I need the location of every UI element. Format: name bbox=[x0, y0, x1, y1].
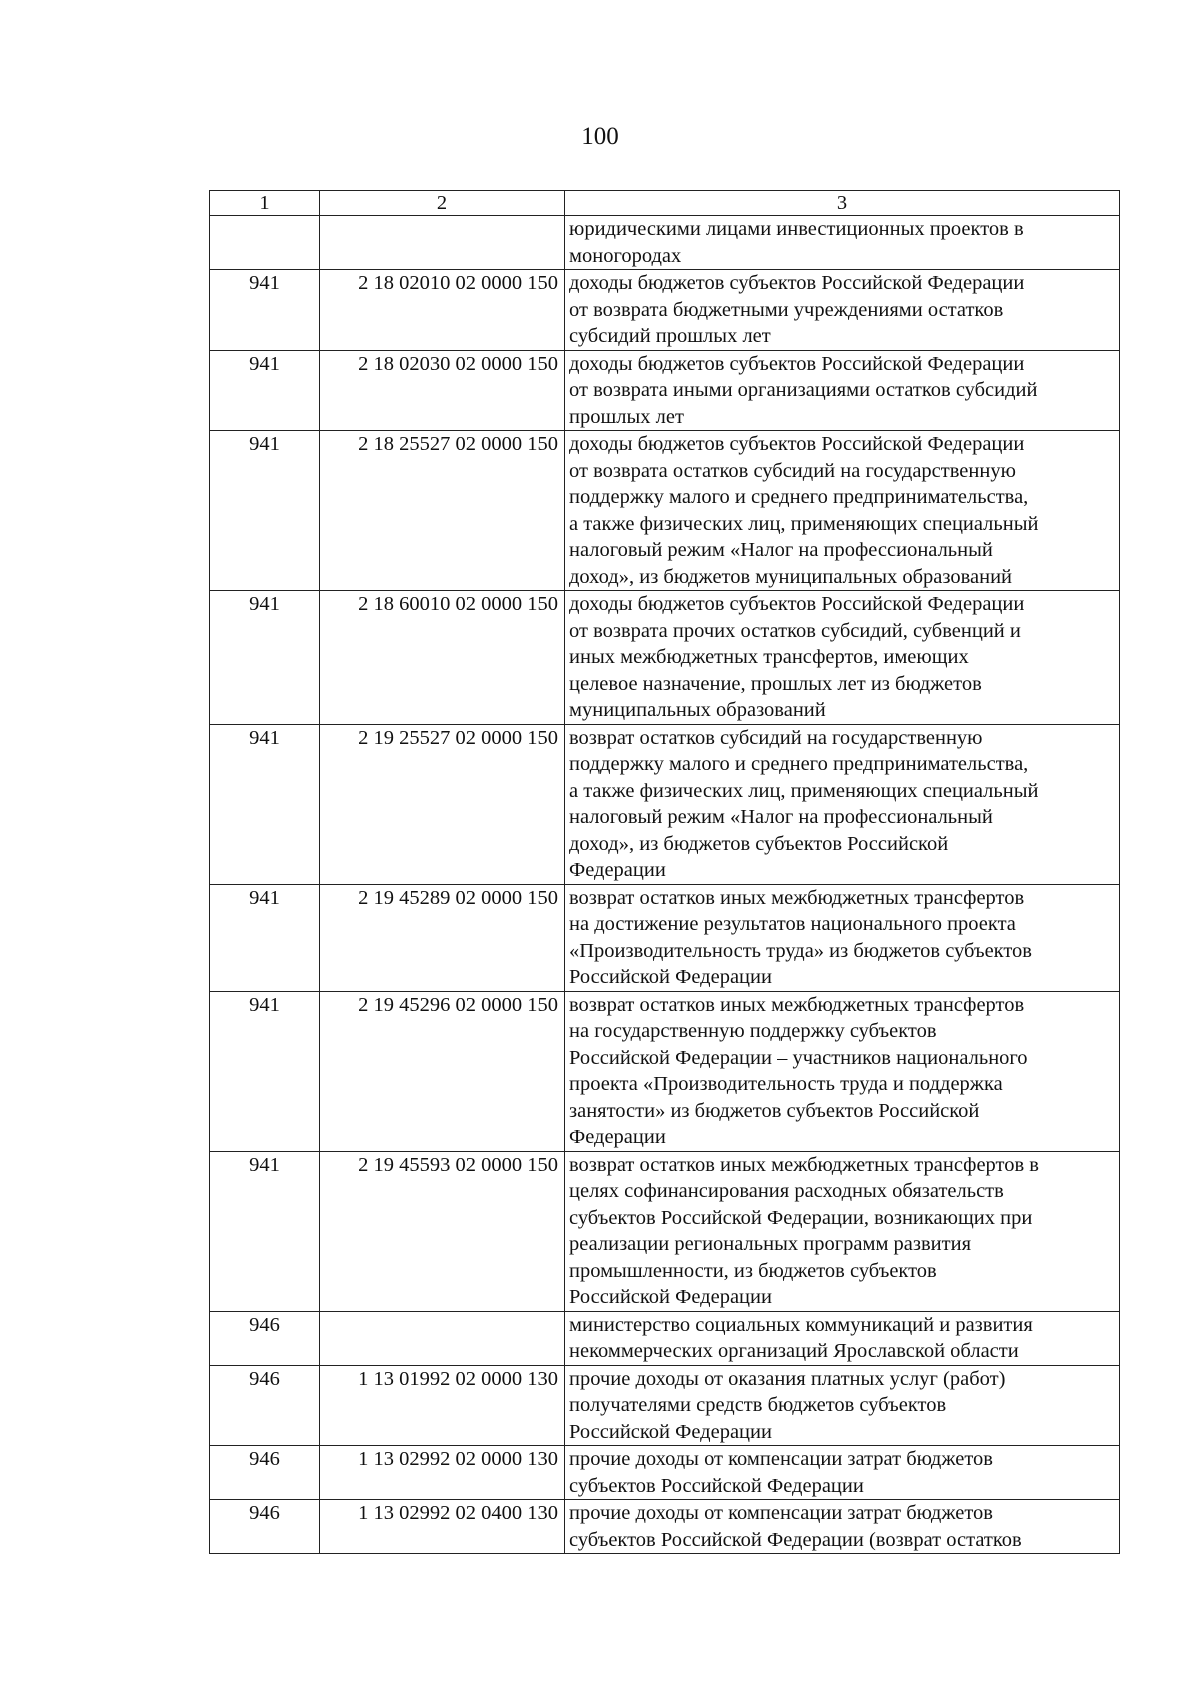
budget-code-cell bbox=[320, 216, 565, 270]
description-line: реализации региональных программ развития bbox=[569, 1233, 971, 1255]
admin-code-cell bbox=[210, 216, 320, 270]
description-cell bbox=[565, 724, 1120, 884]
description-cell bbox=[565, 1446, 1120, 1500]
description-line: целях софинансирования расходных обязательств bbox=[569, 1180, 1004, 1202]
description-line: субсидий прошлых лет bbox=[569, 325, 771, 347]
description-line: на государственную поддержку субъектов bbox=[569, 1020, 937, 1042]
admin-code-cell: 946 bbox=[210, 1311, 320, 1365]
admin-code-cell: 946 bbox=[210, 1446, 320, 1500]
admin-code-cell: 941 bbox=[210, 884, 320, 991]
description-line: возврат остатков иных межбюджетных трансфертов в bbox=[569, 1153, 1039, 1176]
description-line: муниципальных образований bbox=[569, 699, 826, 721]
description-line: субъектов Российской Федерации (возврат остатков bbox=[569, 1528, 1022, 1551]
budget-code-cell: 2 19 25527 02 0000 150 bbox=[320, 724, 565, 884]
table-row bbox=[210, 991, 1120, 1151]
description-line: доходы бюджетов субъектов Российской Федерации bbox=[569, 433, 1025, 455]
description-line: поддержку малого и среднего предпринимательства, bbox=[569, 753, 1029, 775]
budget-code-cell: 1 13 01992 02 0000 130 bbox=[320, 1365, 565, 1446]
description-line: субъектов Российской Федерации, возникающих при bbox=[569, 1206, 1033, 1229]
description-line: от возврата бюджетными учреждениями остатков bbox=[569, 298, 1004, 321]
description-line: Федерации bbox=[569, 1126, 666, 1148]
description-line: доходы бюджетов субъектов Российской Федерации bbox=[569, 272, 1025, 294]
table-row bbox=[210, 591, 1120, 725]
admin-code-cell: 941 bbox=[210, 431, 320, 591]
description-line: Российской Федерации bbox=[569, 966, 772, 988]
description-line: от возврата иными организациями остатков субсидий bbox=[569, 379, 1038, 401]
description-cell bbox=[565, 1311, 1120, 1365]
budget-code-cell bbox=[320, 1311, 565, 1365]
table-row bbox=[210, 431, 1120, 591]
description-cell bbox=[565, 591, 1120, 725]
budget-code-cell: 2 19 45296 02 0000 150 bbox=[320, 991, 565, 1151]
admin-code-cell: 946 bbox=[210, 1365, 320, 1446]
table-row bbox=[210, 216, 1120, 270]
budget-code-cell: 2 19 45593 02 0000 150 bbox=[320, 1151, 565, 1311]
description-cell bbox=[565, 1151, 1120, 1311]
description-line: доходы бюджетов субъектов Российской Федерации bbox=[569, 593, 1025, 615]
description-cell bbox=[565, 884, 1120, 991]
table-row bbox=[210, 270, 1120, 351]
page-number: 100 bbox=[581, 123, 619, 150]
budget-code-cell: 2 19 45289 02 0000 150 bbox=[320, 884, 565, 991]
admin-code-cell: 941 bbox=[210, 350, 320, 431]
description-line: возврат остатков субсидий на государственную bbox=[569, 726, 983, 749]
table-row bbox=[210, 1446, 1120, 1500]
admin-code-cell: 941 bbox=[210, 1151, 320, 1311]
header-col-3: 3 bbox=[565, 191, 1120, 216]
description-line: возврат остатков иных межбюджетных трансфертов bbox=[569, 993, 1025, 1016]
description-line: целевое назначение, прошлых лет из бюджетов bbox=[569, 672, 982, 695]
description-cell bbox=[565, 270, 1120, 351]
description-line: доход», из бюджетов субъектов Российской bbox=[569, 832, 949, 855]
description-cell bbox=[565, 991, 1120, 1151]
description-cell bbox=[565, 350, 1120, 431]
description-line: Российской Федерации bbox=[569, 1286, 772, 1308]
description-line: некоммерческих организаций Ярославской области bbox=[569, 1340, 1019, 1362]
description-line: юридическими лицами инвестиционных проектов в bbox=[569, 218, 1024, 240]
budget-code-cell: 2 18 25527 02 0000 150 bbox=[320, 431, 565, 591]
budget-code-cell: 1 13 02992 02 0400 130 bbox=[320, 1500, 565, 1554]
description-line: от возврата остатков субсидий на государственную bbox=[569, 459, 1016, 482]
table-header-row bbox=[210, 191, 1120, 216]
description-line: «Производительность труда» из бюджетов субъектов bbox=[569, 939, 1032, 962]
description-cell bbox=[565, 1500, 1120, 1554]
description-line: субъектов Российской Федерации bbox=[569, 1474, 864, 1497]
description-line: прошлых лет bbox=[569, 405, 684, 428]
table-row bbox=[210, 1311, 1120, 1365]
budget-classification-table bbox=[209, 190, 1120, 1554]
description-line: прочие доходы от компенсации затрат бюджетов bbox=[569, 1448, 993, 1470]
description-line: занятости» из бюджетов субъектов Российской bbox=[569, 1099, 980, 1122]
description-line: Российской Федерации – участников национального bbox=[569, 1046, 1028, 1069]
table-body bbox=[210, 191, 1120, 1554]
table-row bbox=[210, 1500, 1120, 1554]
description-line: на достижение результатов национального проекта bbox=[569, 913, 1016, 935]
budget-code-cell: 2 18 02010 02 0000 150 bbox=[320, 270, 565, 351]
description-cell bbox=[565, 431, 1120, 591]
description-line: промышленности, из бюджетов субъектов bbox=[569, 1259, 937, 1282]
description-line: возврат остатков иных межбюджетных трансфертов bbox=[569, 886, 1025, 909]
description-line: налоговый режим «Налог на профессиональный bbox=[569, 539, 993, 561]
description-line: министерство социальных коммуникаций и развития bbox=[569, 1313, 1033, 1336]
description-line: а также физических лиц, применяющих специальный bbox=[569, 779, 1039, 802]
table-row bbox=[210, 1151, 1120, 1311]
header-col-2: 2 bbox=[320, 191, 565, 216]
table-row bbox=[210, 724, 1120, 884]
table-row bbox=[210, 884, 1120, 991]
budget-code-cell: 2 18 60010 02 0000 150 bbox=[320, 591, 565, 725]
admin-code-cell: 946 bbox=[210, 1500, 320, 1554]
description-line: Федерации bbox=[569, 859, 666, 881]
table-row bbox=[210, 1365, 1120, 1446]
description-line: поддержку малого и среднего предпринимательства, bbox=[569, 486, 1029, 508]
header-col-1: 1 bbox=[210, 191, 320, 216]
description-line: доход», из бюджетов муниципальных образований bbox=[569, 565, 1013, 588]
description-line: доходы бюджетов субъектов Российской Федерации bbox=[569, 352, 1025, 375]
description-line: Российской Федерации bbox=[569, 1420, 772, 1443]
description-line: прочие доходы от оказания платных услуг (работ) bbox=[569, 1367, 1006, 1390]
description-line: проекта «Производительность труда и поддержка bbox=[569, 1073, 1003, 1095]
admin-code-cell: 941 bbox=[210, 270, 320, 351]
description-line: а также физических лиц, применяющих специальный bbox=[569, 512, 1039, 535]
budget-code-cell: 2 18 02030 02 0000 150 bbox=[320, 350, 565, 431]
description-line: получателями средств бюджетов субъектов bbox=[569, 1394, 947, 1416]
description-line: моногородах bbox=[569, 244, 682, 267]
description-cell bbox=[565, 216, 1120, 270]
description-line: налоговый режим «Налог на профессиональный bbox=[569, 806, 993, 828]
admin-code-cell: 941 bbox=[210, 991, 320, 1151]
description-line: прочие доходы от компенсации затрат бюджетов bbox=[569, 1502, 993, 1524]
description-line: от возврата прочих остатков субсидий, субвенций и bbox=[569, 619, 1021, 642]
admin-code-cell: 941 bbox=[210, 591, 320, 725]
table-row bbox=[210, 350, 1120, 431]
description-cell bbox=[565, 1365, 1120, 1446]
description-line: иных межбюджетных трансфертов, имеющих bbox=[569, 646, 969, 668]
admin-code-cell: 941 bbox=[210, 724, 320, 884]
budget-code-cell: 1 13 02992 02 0000 130 bbox=[320, 1446, 565, 1500]
